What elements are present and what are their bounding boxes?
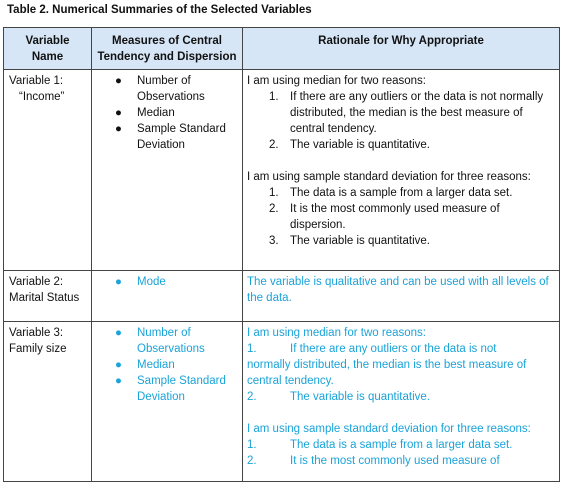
variable-name-cell: Variable 1: “Income”: [4, 70, 92, 271]
list-item: 2. It is the most commonly used measure of dispersion.: [269, 203, 500, 231]
header-variable-name: Variable Name: [4, 28, 92, 70]
summary-table: [3, 27, 560, 482]
list-item: 1. The data is a sample from a larger data set.: [247, 439, 513, 451]
rationale-cell: I am using median for two reasons: 1. If there are any outliers or the data is not normally distributed, the median is the best measure of central tendency. 2. The variable is quantitative. I am using sample standard deviation for three reasons: 1. The data is a sample from a larger data set. 2. It is the most commonly used measure of: [243, 322, 560, 482]
table-row: [4, 70, 560, 271]
variable-name-cell: Variable 2: Marital Status: [4, 271, 92, 322]
list-item: 2. The variable is quantitative.: [269, 139, 430, 151]
list-item: 1. If there are any outliers or the data is not normally distributed, the median is the best measure of central tendency.: [269, 91, 544, 135]
measures-cell: [92, 271, 243, 322]
header-row: [4, 28, 560, 70]
list-item: ● Sample Standard Deviation: [115, 375, 226, 403]
header-rationale: Rationale for Why Appropriate: [243, 28, 560, 70]
list-item: 1. The data is a sample from a larger data set.: [269, 187, 513, 199]
list-item: ● Number of Observations: [115, 75, 205, 103]
list-item: 1. If there are any outliers or the data is not: [247, 343, 497, 355]
table-row: [4, 322, 560, 482]
list-item: ● Median: [115, 359, 175, 371]
measures-cell: [92, 70, 243, 271]
list-item: ● Number of Observations: [115, 327, 205, 355]
list-item: ● Sample Standard Deviation: [115, 123, 226, 151]
rationale-cell: I am using median for two reasons: 1. If there are any outliers or the data is not normally distributed, the median is the best measure of central tendency. 2. The variable is quantitative. I am using sample standard deviation for three reasons: 1. The data is a sample from a larger data set. 2. It is the most commonly used measure of dispersion. 3. The variable is quantitative.: [243, 70, 560, 271]
table-caption: Table 2. Numerical Summaries of the Selected Variables: [7, 4, 312, 16]
rationale-cell: The variable is qualitative and can be used with all levels of the data.: [243, 271, 560, 322]
list-item: 3. The variable is quantitative.: [269, 235, 430, 247]
list-item: 2. It is the most commonly used measure of: [247, 455, 500, 467]
measures-cell: [92, 322, 243, 482]
list-item: ● Mode: [115, 276, 166, 288]
table-row: [4, 271, 560, 322]
list-item: ● Median: [115, 107, 175, 119]
header-measures: Measures of Central Tendency and Dispersion: [92, 28, 243, 70]
list-item: 2. The variable is quantitative.: [247, 391, 430, 403]
variable-name-cell: Variable 3: Family size: [4, 322, 92, 482]
